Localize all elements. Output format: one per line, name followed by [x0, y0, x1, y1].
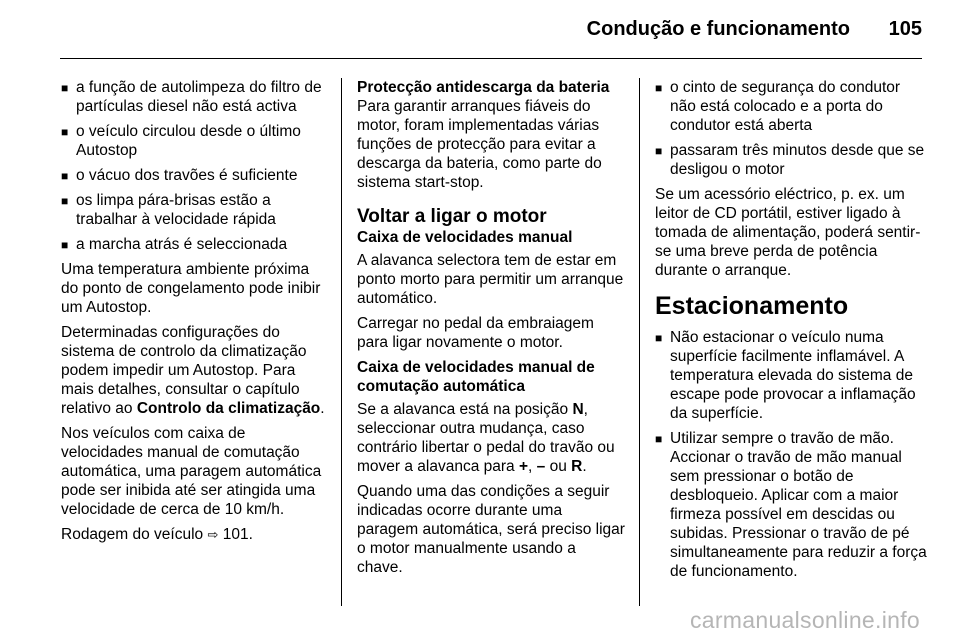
column-3	[655, 78, 927, 587]
watermark: carmanualsonline.info	[689, 607, 920, 633]
paragraph-manual-1: A alavanca selectora tem de estar em ponto morto para permitir um arranque automático.	[357, 252, 624, 307]
list-item: ■ os limpa pára-brisas estão a trabalhar à velocidade rápida	[61, 192, 276, 228]
paragraph-conditions: Quando uma das condições a seguir indicadas ocorre durante uma paragem automática, será preciso ligar o motor manualmente usando a chave.	[357, 483, 625, 576]
page-reference-link[interactable]: 101.	[222, 526, 253, 543]
heading-parking: Estacionamento	[655, 292, 849, 320]
list-item: ■ o vácuo dos travões é suficiente	[61, 167, 298, 184]
bullet-square-icon: ■	[61, 80, 69, 95]
column-2	[357, 78, 625, 583]
heading-automated-manual-gearbox: Caixa de velocidades manual de comutação automática	[357, 359, 595, 395]
page-reference-arrow-icon: ⇨	[207, 527, 219, 542]
column-divider-1	[341, 78, 342, 606]
list-item: ■ o veículo circulou desde o último Autostop	[61, 123, 301, 159]
list-item: ■ Não estacionar o veículo numa superfície facilmente inflamável. A temperatura elevada do sistema de escape pode provocar a inflamação da superfície.	[655, 329, 916, 422]
paragraph-climate: Determinadas configurações do sistema de controlo da climatização podem impedir um Autostop. Para mais detalhes, consultar o capítulo relativo ao Controlo da climatização.	[61, 324, 325, 417]
list-item: ■ Utilizar sempre o travão de mão. Accionar o travão de mão manual sem pressionar o botão de desbloqueio. Aplicar com a maior firmeza possível em descidas ou subidas. Pressionar o travão de pé simultaneamente para reduzir a força de funcionamento.	[655, 430, 927, 580]
bullet-square-icon: ■	[655, 330, 663, 345]
heading-battery-protection: Protecção antidescarga da bateria	[357, 79, 610, 96]
heading-restart-engine: Voltar a ligar o motor	[357, 206, 547, 227]
paragraph-running-in: Rodagem do veículo ⇨ 101.	[61, 526, 253, 543]
column-1	[61, 78, 329, 550]
page-header-title: Condução e funcionamento	[586, 18, 850, 40]
climate-control-link[interactable]: Controlo da climatização	[136, 400, 321, 417]
bullet-square-icon: ■	[61, 237, 69, 252]
list-item: ■ a marcha atrás é seleccionada	[61, 236, 288, 253]
bullet-square-icon: ■	[61, 168, 69, 183]
paragraph-accessory: Se um acessório eléctrico, p. ex. um leitor de CD portátil, estiver ligado à tomada de alimentação, poderá sentir-se uma breve perda de potência durante o arranque.	[655, 186, 921, 279]
page-number: 105	[888, 18, 922, 40]
paragraph-automated-gearbox: Nos veículos com caixa de velocidades manual de comutação automática, uma paragem automática pode ser inibida até ser atingida uma velocidade de cerca de 10 km/h.	[61, 425, 322, 518]
bullet-square-icon: ■	[655, 143, 663, 158]
list-item: ■ o cinto de segurança do condutor não está colocado e a porta do condutor está aberta	[655, 79, 901, 134]
bullet-square-icon: ■	[655, 431, 663, 446]
column-divider-2	[639, 78, 640, 606]
heading-manual-gearbox: Caixa de velocidades manual	[357, 229, 573, 246]
paragraph-manual-2: Carregar no pedal da embraiagem para ligar novamente o motor.	[357, 315, 594, 351]
header-divider	[60, 58, 922, 59]
paragraph-battery-protection: Para garantir arranques fiáveis do motor, foram implementadas várias funções de protecção para evitar a descarga da bateria, como parte do sistema start-stop.	[357, 98, 602, 191]
bullet-square-icon: ■	[61, 124, 69, 139]
bullet-square-icon: ■	[61, 193, 69, 208]
list-item: ■ passaram três minutos desde que se desligou o motor	[655, 142, 925, 178]
bullet-square-icon: ■	[655, 80, 663, 95]
paragraph-automated: Se a alavanca está na posição N, seleccionar outra mudança, caso contrário libertar o pedal do travão ou mover a alavanca para +, – ou R.	[357, 401, 615, 475]
list-item: ■ a função de autolimpeza do filtro de partículas diesel não está activa	[61, 79, 322, 115]
paragraph-freezing: Uma temperatura ambiente próxima do ponto de congelamento pode inibir um Autostop.	[61, 261, 321, 316]
